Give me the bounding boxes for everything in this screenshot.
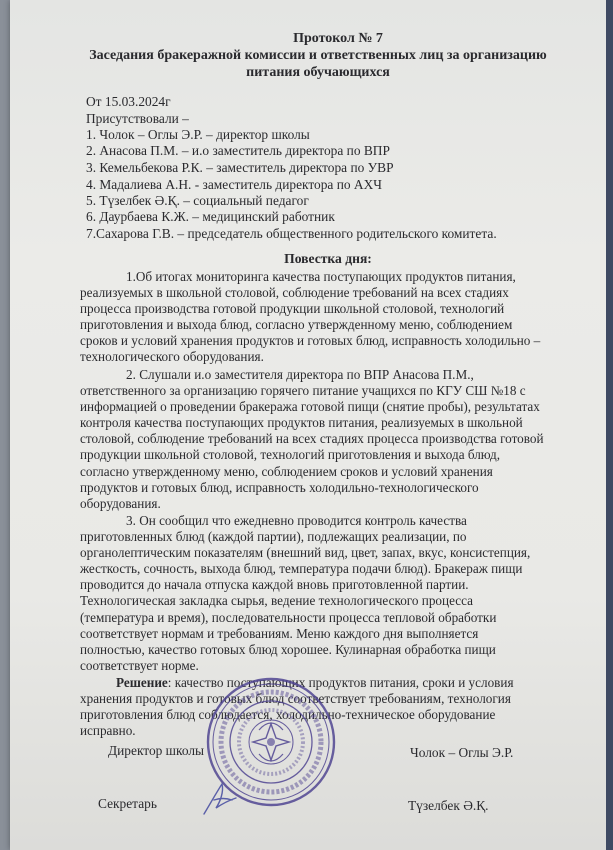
protocol-subtitle-line1: Заседания бракеражной комиссии и ответственных лиц за организацию [89, 48, 547, 63]
paragraph-line: приготовления блюд соблюдается, холодильно-техническое оборудование [80, 707, 496, 723]
protocol-date: От 15.03.2024г [86, 94, 171, 109]
paragraph-line: сроков и условий хранения продуктов и готовых блюд, исправность холодильно – [80, 333, 541, 349]
attendee-item: 5. Түзелбек Ә.Қ. – социальный педагог [86, 193, 309, 208]
paragraph-line: продукции школьной столовой, технологий приготовления и выхода блюд, [80, 447, 500, 463]
paragraph-line: органолептическим показателям (внешний вид, цвет, запах, вкус, консистепция, [80, 545, 531, 561]
attendee-item: 3. Кемельбекова Р.К. – заместитель директора по УВР [86, 160, 394, 175]
paragraph-line: 1.Об итогах мониторинга качества поступающих продуктов питания, [126, 269, 516, 284]
document-page [10, 0, 606, 850]
paragraph-line: процесса производства готовой продукции школьной столовой, технологий [80, 301, 505, 317]
paragraph-line: реализуемых в школьной столовой, соблюдение требований на всех стадиях [80, 285, 509, 301]
present-label: Присутствовали – [86, 111, 189, 126]
attendee-item: 7.Сахарова Г.В. – председатель общественного родительского комитета. [86, 226, 497, 241]
paragraph-line: приготовленных блюд (каждой партии), подлежащих реализации, по [80, 529, 467, 545]
agenda-item-1 [80, 269, 540, 366]
paragraph-line: оборудования. [80, 495, 161, 511]
paragraph-line: соответствует нормам и требованиям. Меню каждого дня выполняется [80, 625, 479, 641]
protocol-subtitle-line2: питания обучающихся [246, 65, 390, 80]
paragraph-line: контроля качества поступающих продуктов питания, реализуемых в школьной [80, 415, 523, 431]
attendee-item: 1. Чолок – Оглы Э.Р. – директор школы [86, 127, 310, 142]
decision-text: : качество поступающих продуктов питания, сроки и условия [167, 675, 514, 690]
paragraph-line: проводится до начала отпуска каждой вновь приготовленной партии. [80, 577, 469, 593]
director-name: Чолок – Оглы Э.Р. [410, 745, 514, 760]
paragraph-line: согласно утвержденному меню, соблюдением сроков и условий хранения [80, 463, 493, 479]
attendee-item: 2. Анасова П.М. – и.о заместитель директора по ВПР [86, 143, 390, 158]
paragraph-line: технологического оборудования. [80, 349, 264, 365]
paragraph-line: 3. Он сообщил что ежедневно проводится контроль качества [126, 513, 467, 528]
agenda-item-2 [80, 367, 544, 512]
decision-label: Решение [116, 675, 168, 690]
agenda-item-3 [80, 513, 530, 674]
paragraph-line: 2. Слушали и.о заместителя директора по ВПР Анасова П.М., [126, 367, 474, 382]
paragraph-line: (температура и время), последовательности процесса тепловой обработки [80, 609, 497, 625]
attendee-item: 6. Даурбаева К.Ж. – медицинский работник [86, 209, 335, 224]
paragraph-line: соответствует норме. [80, 657, 199, 673]
paragraph-line: полностью, качество готовых блюд хорошее. Кулинарная обработка пищи [80, 641, 496, 657]
agenda-title: Повестка дня: [284, 251, 372, 266]
director-role: Директор школы [108, 743, 205, 758]
paragraph-line: информацией о проведении бракеража готовой пищи (снятие пробы), результатах [80, 399, 540, 415]
paragraph-line: Технологическая закладка сырья, ведение технологического процесса [80, 593, 473, 609]
paragraph-line: жесткость, сочность, выхода блюд, температура подачи блюд). Бракераж пищи [80, 561, 523, 577]
signature-icon [196, 778, 246, 818]
secretary-role: Секретарь [98, 796, 157, 811]
paragraph-line: столовой, соблюдение требований на всех стадиях процесса производства готовой [80, 431, 544, 447]
paragraph-line: приготовления и выхода блюд, согласно утвержденному меню, соблюдением [80, 317, 513, 333]
paragraph-line: продуктов и готовых блюд, исправность холодильно-технологического [80, 479, 479, 495]
protocol-title: Протокол № 7 [293, 31, 383, 46]
paragraph-line: исправно. [80, 723, 136, 739]
paragraph-line: хранения продуктов и готовых блюд соответствует требованиям, технология [80, 691, 511, 707]
secretary-name: Түзелбек Ә.Қ. [408, 798, 489, 813]
attendee-item: 4. Мадалиева А.Н. - заместитель директора по АХЧ [86, 177, 382, 192]
background-edge [606, 0, 613, 850]
paragraph-line: ответственного за организацию горячего питание учащихся по КГУ СШ №18 с [80, 383, 526, 399]
